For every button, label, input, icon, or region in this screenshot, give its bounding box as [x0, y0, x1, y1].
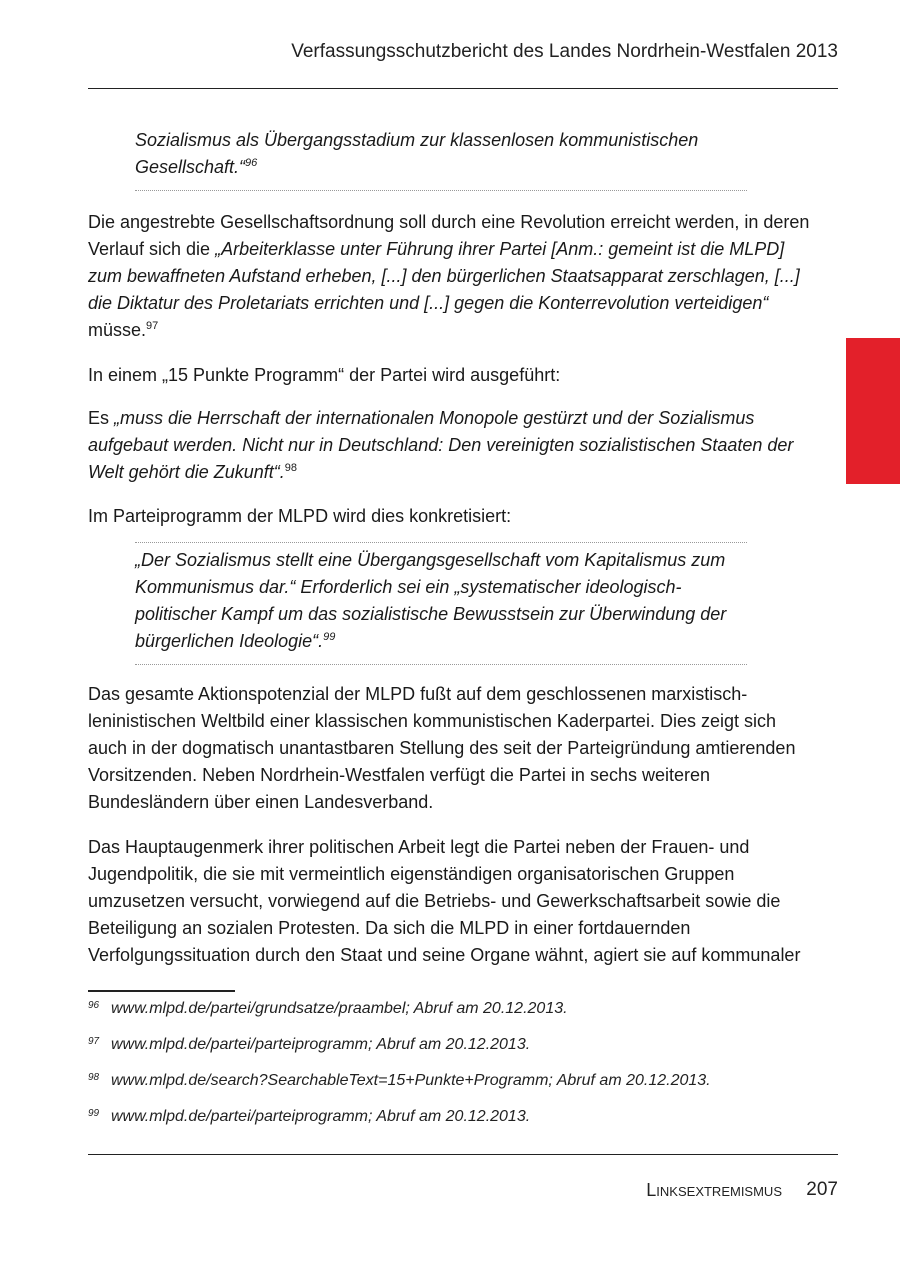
quoted-text: „Arbeiterklasse unter Führung ihrer Partei [Anm.: gemeint ist die MLPD] zum bewaffneten Aufstand erheben, [...] den bürgerlichen Staatsapparat zerschlagen, [...] die Diktatur des Proletariats errichten und [...] gegen die Konterrevolution verteidigen“	[88, 239, 800, 313]
footnote-ref[interactable]: 99	[323, 631, 336, 643]
header-divider	[88, 88, 838, 89]
footnote-98: 98 www.mlpd.de/search?SearchableText=15+Punkte+Programm; Abruf am 20.12.2013.	[88, 1072, 711, 1089]
footnote-link[interactable]: www.mlpd.de/search?SearchableText=15+Punkte+Programm; Abruf am 20.12.2013.	[111, 1072, 711, 1089]
quote-block-1	[135, 127, 775, 181]
footer-divider	[88, 1154, 838, 1155]
paragraph: Im Parteiprogramm der MLPD wird dies konkretisiert:	[88, 506, 512, 526]
section-name: Linksextremismus	[646, 1180, 782, 1200]
footnote-ref[interactable]: 96	[245, 157, 258, 169]
quote-dotted-rule	[135, 190, 747, 191]
paragraph: Die angestrebte Gesellschaftsordnung soll durch eine Revolution erreicht werden, in deren Verlauf sich die „Arbeiterklasse unter Führung ihrer Partei [Anm.: gemeint ist die MLPD] zum bewaffneten Aufstand erheben, [...] den bürgerlichen Staatsapparat zerschlagen, [...] die Diktatur des Proletariats errichten und [...] gegen die Konterrevolution verteidigen“ müsse.$^{97}$	[88, 212, 810, 340]
paragraph: In einem „15 Punkte Programm“ der Partei wird ausgeführt:	[88, 365, 561, 385]
footnote-link[interactable]: www.mlpd.de/partei/parteiprogramm; Abruf am 20.12.2013.	[111, 1036, 531, 1053]
page-number: 207	[806, 1179, 838, 1200]
footnote-ref[interactable]: 98	[284, 462, 298, 474]
running-header: Verfassungsschutzbericht des Landes Nordrhein-Westfalen 2013	[291, 41, 838, 62]
quote-text: „Der Sozialismus stellt eine Übergangsgesellschaft vom Kapitalismus zum Kommunismus dar.“ Erforderlich sei ein „systematischer ideologisch-politischer Kampf um das sozialistische Bewusstsein zur Überwindung der bürgerlichen Ideologie“.	[135, 550, 727, 651]
quote-dotted-rule	[135, 664, 747, 665]
quoted-text: „muss die Herrschaft der internationalen Monopole gestürzt und der Sozialismus aufgebaut werden. Nicht nur in Deutschland: Den vereinigten sozialistischen Staaten der Welt gehört die Zukunft“.	[88, 408, 794, 482]
footnote-99: 99 www.mlpd.de/partei/parteiprogramm; Abruf am 20.12.2013.	[88, 1108, 531, 1125]
quote-text: Sozialismus als Übergangsstadium zur klassenlosen kommunistischen Gesellschaft.“	[135, 130, 699, 177]
footnote-96: 96 www.mlpd.de/partei/grundsatze/praambel; Abruf am 20.12.2013.	[88, 1000, 568, 1017]
footnote-ref[interactable]: 97	[146, 320, 159, 332]
paragraph: Es „muss die Herrschaft der internationalen Monopole gestürzt und der Sozialismus aufgebaut werden. Nicht nur in Deutschland: Den vereinigten sozialistischen Staaten der Welt gehört die Zukunft“.$^{98}$	[88, 408, 794, 482]
quote-dotted-rule	[135, 542, 747, 543]
quote-block-2	[135, 547, 755, 655]
footnote-97: 97 www.mlpd.de/partei/parteiprogramm; Abruf am 20.12.2013.	[88, 1036, 531, 1053]
paragraph: Das gesamte Aktionspotenzial der MLPD fußt auf dem geschlossenen marxistisch-leninistischen Weltbild einer klassischen kommunistischen Kaderpartei. Dies zeigt sich auch in der dogmatisch unantastbaren Stellung des seit der Parteigründung amtierenden Vorsitzenden. Neben Nordrhein-Westfalen verfügt die Partei in sechs weiteren Bundesländern über einen Landesverband.	[88, 684, 796, 812]
footnote-divider	[88, 990, 235, 992]
paragraph: Das Hauptaugenmerk ihrer politischen Arbeit legt die Partei neben der Frauen- und Jugendpolitik, die sie mit vermeintlich eigenständigen organisatorischen Gruppen umzusetzen versucht, vorwiegend auf die Betriebs- und Gewerkschaftsarbeit sowie die Beteiligung an sozialen Protesten. Da sich die MLPD in einer fortdauernden Verfolgungssituation durch den Staat und seine Organe wähnt, agiert sie auf kommunaler	[88, 837, 801, 965]
footnote-link[interactable]: www.mlpd.de/partei/grundsatze/praambel; Abruf am 20.12.2013.	[111, 1000, 568, 1017]
footnote-link[interactable]: www.mlpd.de/partei/parteiprogramm; Abruf am 20.12.2013.	[111, 1108, 531, 1125]
chapter-tab-marker	[846, 338, 900, 484]
